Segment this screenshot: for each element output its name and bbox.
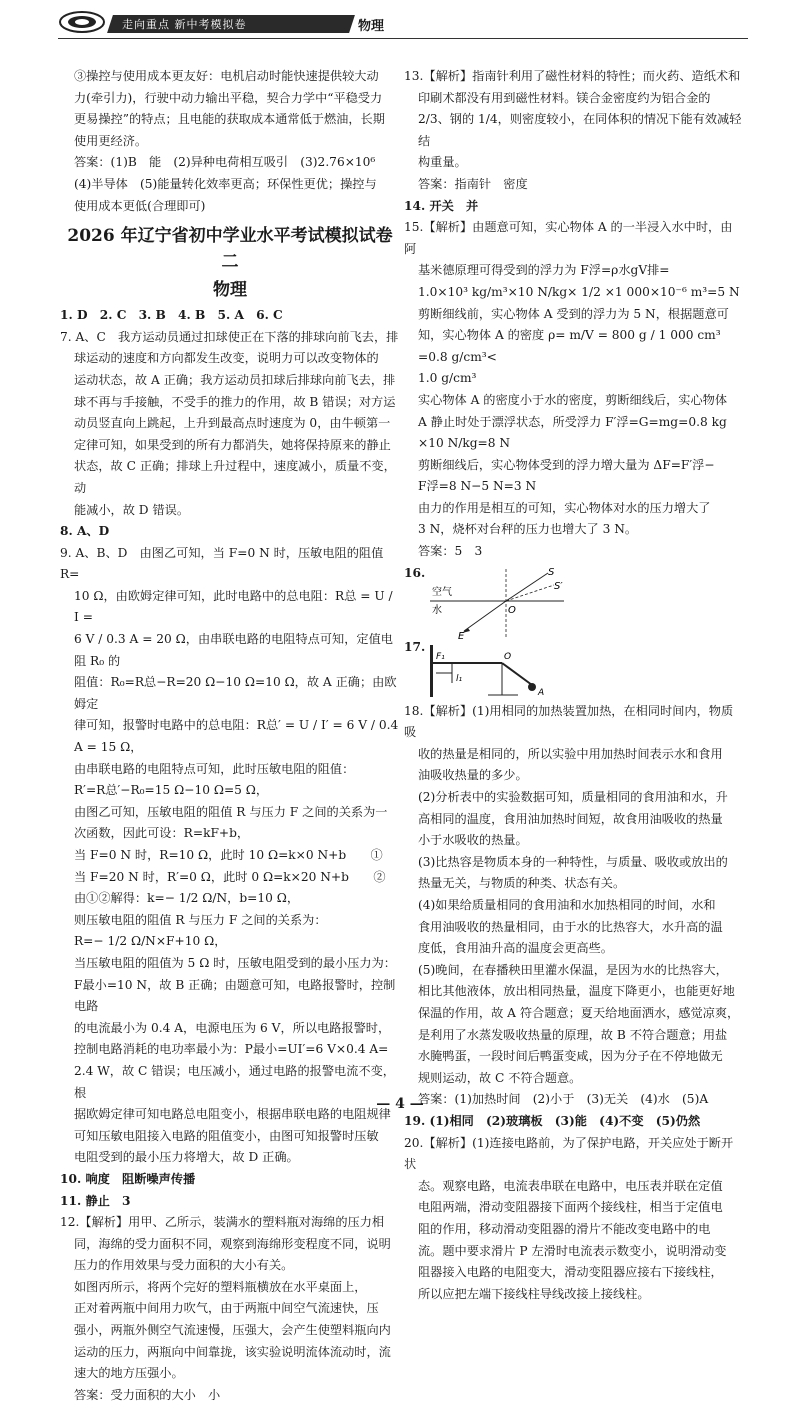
q12-answer: 答案：受力面积的大小 小 [74,1387,221,1402]
q20-line: 流。题中要求滑片 P 左滑时电流表示数变小，说明滑动变 [418,1243,727,1258]
text-line: 使用更经济。 [74,133,148,148]
q18-line: (5)晚间，在春播秧田里灌水保温，是因为水的比热容大， [418,962,728,977]
q18-line: 食用油吸收的热量相同，由于水的比热容大，水升高的温 [418,919,723,934]
q15-line: 3 N，烧杯对台秤的压力也增大了 3 N。 [418,522,638,537]
q12-line: 压力的作用效果与受力面积的大小有关。 [74,1258,294,1273]
q9-line: F最小=10 N，故 B 正确；由题意可知，电路报警时，控制电路 [74,977,396,1014]
q20-line: 20.【解析】(1)连接电路前，为了保护电路，开关应处于断开状 [404,1135,734,1172]
q9-line: 则压敏电阻的阻值 R 与压力 F 之间的关系为： [74,912,327,927]
q13-line: 2/3、钢的 1/4，则密度较小，在同体积的情况下能有效减轻结 [418,112,742,148]
q7-line: 球运动的速度和方向都发生改变，说明力可以改变物体的 [74,351,379,366]
q15-line: 基米德原理可得受到的浮力为 F浮=ρ水gV排= [418,263,670,278]
q18-line: 相比其他液体，放出相同热量，温度下降更小，也能更好地 [418,984,735,999]
header-subject: 物理 [358,19,385,34]
q12-line: 12.【解析】用甲、乙所示，装满水的塑料瓶对海绵的压力相 [60,1215,385,1230]
q9-line: 2.4 W，故 C 错误；电压减小，通过电路的报警电流不变，根 [74,1063,395,1100]
q7-line: 运动状态，故 A 正确；我方运动员扣球后排球向前飞去，排 [74,372,396,387]
q18-line: 18.【解析】(1)用相同的加热装置加热，在相同时间内，物质吸 [404,703,734,740]
label-air: 空气 [432,586,452,598]
label-l1: l₁ [456,673,463,684]
header-series: 走向重点 新中考模拟卷 [122,18,247,31]
q18-line: (3)比热容是物质本身的一种特性，与质量、吸收或放出的 [418,854,728,869]
reflected-ray [506,573,548,601]
q9-line: 律可知，报警时电路中的总电阻：R总′ = U / I′ = 6 V / 0.4 A = 15 Ω， [74,718,399,755]
q12-line: 强小，两瓶外侧空气流速慢，压强大，会产生使塑料瓶向内 [74,1323,391,1338]
label-e: E [458,630,465,639]
q9-line: 阻值：R₀=R总−R=20 Ω−10 Ω=10 Ω，故 A 正确；由欧姆定 [74,675,397,711]
label-water: 水 [432,604,442,616]
q17-number: 17. [404,639,426,654]
q9-line: 的电流最小为 0.4 A，电源电压为 6 V，所以电路报警时， [74,1020,391,1035]
q18-line: 收的热量是相同的，所以实验中用加热时间表示水和食用 [418,746,723,761]
q18-line: 小于水吸收的热量。 [418,833,528,848]
q18-answer: 答案：(1)加热时间 (2)小于 (3)无关 (4)水 (5)A [418,1092,709,1107]
q13-line: 13.【解析】指南针利用了磁性材料的特性；而火药、造纸术和 [404,69,741,83]
q15-line: 15.【解析】由题意可知，实心物体 A 的一半浸入水中时，由阿 [404,220,733,256]
refracted-ray [464,601,506,631]
label-s-prime: S′ [554,580,563,592]
q15-line: 剪断细线后，实心物体受到的浮力增大量为 ΔF=F′浮− [418,457,715,472]
q9-line: 控制电路消耗的电功率最小为：P最小=UI′=6 V×0.4 A= [74,1042,389,1057]
q13-line: 构重量。 [418,155,467,170]
q9-line: 由图乙可知，压敏电阻的阻值 R 与压力 F 之间的关系为一 [74,804,388,819]
q16-number: 16. [404,565,426,580]
label-s: S [548,566,555,578]
q7-line: 球不再与手接触，不受手的推力的作用，故 B 错误；对方运 [74,394,396,409]
q20-line: 阻器接入电路的电阻变大，滑动变阻器应接右下接线柱， [418,1265,723,1280]
q9-line: 当 F=20 N 时，R′=0 Ω，此时 0 Ω=k×20 N+b ② [74,869,386,884]
q15-line: 知，实心物体 A 的密度 ρ= m/V = 800 g / 1 000 cm³ =0.8 g/cm³< [418,328,721,364]
q9-line: 次函数，因此可设：R=kF+b， [74,826,250,841]
exam-title: 2026 年辽宁省初中学业水平考试模拟试卷二 [67,226,393,273]
q20-line: 阻的作用，移动滑动变阻器的滑片不能改变电路中的电 [418,1221,711,1236]
q15-line: A 静止时处于漂浮状态，所受浮力 F′浮=G=mg=0.8 kg [418,414,727,429]
lever-diagram [428,641,548,699]
q15-line: 1.0 g/cm³ [418,371,477,386]
q7-line: 能减小，故 D 错误。 [74,502,190,517]
text-line: ③操控与使用成本更友好：电机启动时能快速提供较大动 [74,69,379,83]
q15-line: 实心物体 A 的密度小于水的密度，剪断细线后，实心物体 [418,392,728,407]
answer-line: 使用成本更低(合理即可) [74,198,206,213]
q15-line: ×10 N/kg=8 N [418,436,511,451]
lever-bent-arm [502,663,532,685]
q18-line: 高相同的温度，食用油加热时间短，故食用油吸收的热量 [418,811,723,826]
q8-answer: 8. A、D [60,524,110,539]
right-column [404,66,744,1305]
q9-line: 10 Ω，由欧姆定律可知，此时电路中的总电阻：R总 = U / I = [74,588,393,625]
q18-line: 油吸收热量的多少。 [418,768,528,783]
q9-line: 由串联电路的电阻特点可知，此时压敏电阻的阻值： [74,761,355,776]
q15-line: 剪断细线前，实心物体 A 受到的浮力为 5 N，根据题意可 [418,306,729,321]
q7-line: 状态，故 C 正确；排球上升过程中，速度减小，质量不变，动 [74,459,396,495]
q18-line: 水腌鸭蛋，一段时间后鸭蛋变咸，因为分子在不停地做无 [418,1049,723,1064]
q12-line: 如图丙所示，将两个完好的塑料瓶横放在水平桌面上， [74,1279,367,1294]
q7-line: 定律可知，如果受到的所有力都消失，她将保持原来的静止 [74,437,391,452]
q15-line: F浮=8 N−5 N=3 N [418,479,537,494]
q9-line: 当压敏电阻的阻值为 5 Ω 时，压敏电阻受到的最小压力为： [74,955,396,970]
exam-subtitle: 物理 [213,280,247,301]
q20-line: 态。观察电路，电流表串联在电路中，电压表并联在定值 [418,1178,723,1193]
label-f1: F₁ [436,651,445,662]
q15-line: 由力的作用是相互的可知，实心物体对水的压力增大了 [418,500,711,515]
q16-block [404,563,744,637]
q12-line: 正对着两瓶中间用力吹气，由于两瓶中间空气流速快，压 [74,1301,379,1316]
q10-answer: 10. 响度 阻断噪声传播 [60,1171,196,1186]
mcq-answers: 1. D 2. C 3. B 4. B 5. A 6. C [60,308,283,323]
left-column [60,66,400,1406]
q18-line: 是利用了水蒸发吸收热量的原理，故 B 不符合题意；用盐 [418,1027,728,1042]
q9-line: 当 F=0 N 时，R=10 Ω，此时 10 Ω=k×0 N+b ① [74,848,383,862]
q9-line: 9. A、B、D 由图乙可知，当 F=0 N 时，压敏电阻的阻值 R= [60,545,384,582]
label-o: O [504,651,512,662]
publisher-logo-icon [58,10,106,34]
q9-line: R′=R总′−R₀=15 Ω−10 Ω=5 Ω， [74,783,269,798]
q18-line: 规则运动，故 C 不符合题意。 [418,1070,582,1085]
q18-line: (2)分析表中的实验数据可知，质量相同的食用油和水，升 [418,790,728,805]
q13-line: 印刷术都没有用到磁性材料。镁合金密度约为铝合金的 [418,90,711,105]
q15-line: 1.0×10³ kg/m³×10 N/kg× 1/2 ×1 000×10⁻⁶ m³=5 N [418,284,740,299]
q9-line: 6 V / 0.3 A = 20 Ω，由串联电路的电阻特点可知，定值电阻 R₀ 的 [74,632,393,668]
q19-answer: 19. (1)相同 (2)玻璃板 (3)能 (4)不变 (5)仍然 [404,1113,701,1128]
q13-answer: 答案：指南针 密度 [418,176,528,191]
q17-block [404,637,744,701]
q7-line: 动员竖直向上跳起，上升到最高点时速度为 0，由牛顿第一 [74,416,391,431]
q9-line: 电阻受到的最小压力将增大，故 D 正确。 [74,1150,299,1165]
header-rule [58,38,748,39]
q18-line: 热量无关，与物质的种类、状态有关。 [418,876,626,891]
wall [430,645,433,697]
answer-line: (4)半导体 (5)能量转化效率更高；环保性更优；操控与 [74,176,377,191]
q12-line: 运动的压力，两瓶向中间靠拢，该实验说明流体流动时，流 [74,1344,391,1359]
q15-answer: 答案：5 3 [418,544,483,559]
text-line: 力(牵引力)，行驶中动力输出平稳，契合力学中“平稳受力 [74,90,383,105]
q9-line: 可知压敏电阻接入电路的阻值变小，由图可知报警时压敏 [74,1128,379,1143]
q11-answer: 11. 静止 3 [60,1193,131,1208]
page-number: — 4 — [376,1096,424,1112]
q18-line: 度低，食用油升高的温度会更高些。 [418,941,613,956]
text-line: 更易操控”的特点；且电能的获取成本通常低于燃油，长期 [74,112,385,127]
q14-answer: 14. 开关 并 [404,198,479,213]
q20-line: 电阻两端，滑动变阻器接下面两个接线柱，相当于定值电 [418,1200,723,1215]
q12-line: 速大的地方压强小。 [74,1366,184,1381]
refraction-diagram [428,567,568,639]
q18-line: (4)如果给质量相同的食用油和水加热相同的时间，水和 [418,898,716,912]
q9-line: 据欧姆定律可知电路总电阻变小，根据串联电路的电阻规律 [74,1107,391,1122]
label-o: O [508,604,516,616]
q18-line: 保温的作用，故 A 符合题意；夏天给地面洒水，感觉凉爽， [418,1005,740,1020]
q20-line: 所以应把左端下接线柱导线改接上接线柱。 [418,1286,650,1301]
q7-line: 7. A、C 我方运动员通过扣球使正在下落的排球向前飞去，排 [60,329,399,344]
q9-line: 由①②解得：k=− 1/2 Ω/N，b=10 Ω， [74,891,300,906]
answer-line: 答案：(1)B 能 (2)异种电荷相互吸引 (3)2.76×10⁶ [74,155,376,170]
q9-line: R=− 1/2 Ω/N×F+10 Ω， [74,934,227,949]
page-header [58,10,748,36]
virtual-ray [506,585,554,601]
label-a: A [538,687,545,698]
pivot-a-icon [528,683,536,691]
q12-line: 同，海绵的受力面积不同，观察到海绵形变程度不同，说明 [74,1236,391,1251]
